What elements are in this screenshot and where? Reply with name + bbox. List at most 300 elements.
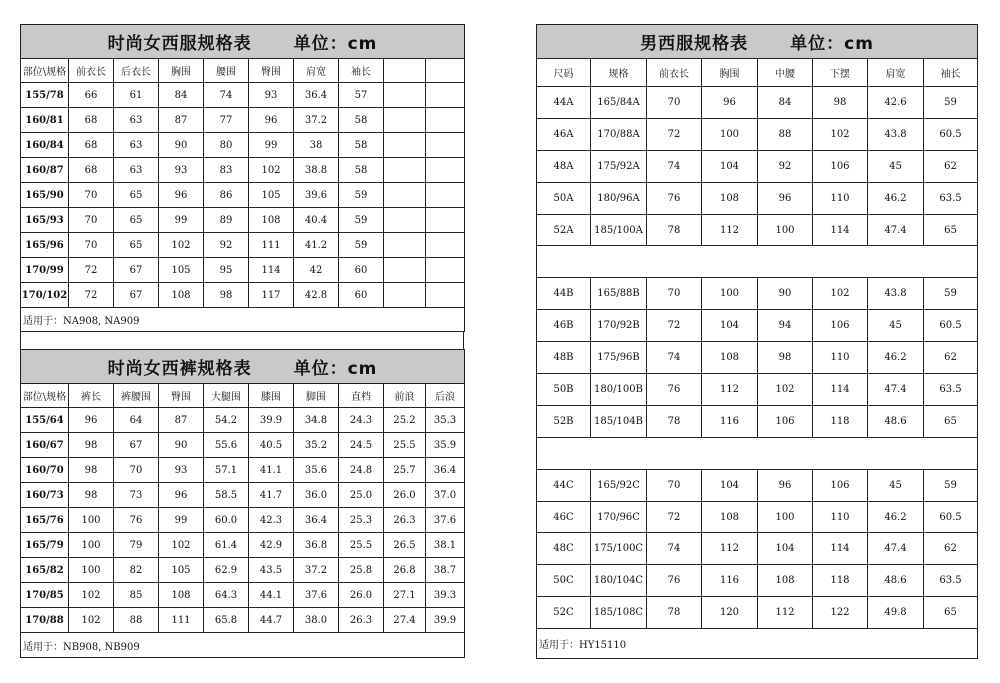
value-cell: 59 [339, 208, 384, 233]
value-cell [426, 258, 465, 283]
value-cell: 59 [339, 233, 384, 258]
value-cell: 36.4 [294, 508, 339, 533]
value-cell: 88 [758, 118, 813, 150]
value-cell: 66 [69, 83, 114, 108]
size-cell: 52A [537, 214, 591, 246]
value-cell: 90 [159, 133, 204, 158]
value-cell: 42 [294, 258, 339, 283]
value-cell: 77 [204, 108, 249, 133]
size-cell: 46A [537, 118, 591, 150]
value-cell: 70 [69, 183, 114, 208]
size-cell: 165/90 [21, 183, 69, 208]
value-cell: 48.6 [868, 565, 924, 597]
column-header: 后浪 [426, 384, 465, 408]
value-cell: 60.5 [924, 501, 978, 533]
value-cell: 83 [204, 158, 249, 183]
value-cell [426, 158, 465, 183]
table-row [537, 310, 978, 342]
value-cell: 40.5 [249, 433, 294, 458]
value-cell: 42.6 [868, 87, 924, 119]
value-cell: 180/100B [591, 374, 647, 406]
table-row [21, 108, 465, 133]
value-cell: 111 [159, 608, 204, 633]
value-cell: 185/104B [591, 405, 647, 437]
value-cell: 104 [758, 533, 813, 565]
value-cell: 67 [114, 283, 159, 308]
value-cell: 100 [758, 214, 813, 246]
value-cell: 102 [249, 158, 294, 183]
size-cell: 160/73 [21, 483, 69, 508]
value-cell: 42.8 [294, 283, 339, 308]
value-cell: 54.2 [204, 408, 249, 433]
value-cell: 110 [813, 501, 868, 533]
value-cell: 25.2 [384, 408, 426, 433]
value-cell [384, 283, 426, 308]
spacer-row [537, 246, 978, 278]
value-cell: 102 [813, 278, 868, 310]
value-cell: 27.4 [384, 608, 426, 633]
size-cell: 160/81 [21, 108, 69, 133]
value-cell: 58 [339, 108, 384, 133]
value-cell: 43.8 [868, 278, 924, 310]
value-cell: 26.0 [384, 483, 426, 508]
value-cell: 35.6 [294, 458, 339, 483]
value-cell: 70 [647, 278, 702, 310]
value-cell: 78 [647, 597, 702, 629]
value-cell: 35.3 [426, 408, 465, 433]
value-cell: 100 [702, 278, 758, 310]
value-cell: 45 [868, 310, 924, 342]
size-cell: 160/70 [21, 458, 69, 483]
value-cell: 89 [204, 208, 249, 233]
value-cell: 72 [647, 310, 702, 342]
value-cell: 26.0 [339, 583, 384, 608]
value-cell: 92 [204, 233, 249, 258]
value-cell: 108 [249, 208, 294, 233]
column-header: 臀围 [159, 384, 204, 408]
value-cell: 108 [702, 501, 758, 533]
value-cell: 102 [69, 583, 114, 608]
value-cell: 70 [69, 233, 114, 258]
value-cell: 84 [159, 83, 204, 108]
value-cell: 24.5 [339, 433, 384, 458]
column-header: 规格 [591, 59, 647, 87]
value-cell: 88 [114, 608, 159, 633]
value-cell: 65 [114, 233, 159, 258]
value-cell: 25.3 [339, 508, 384, 533]
value-cell: 104 [702, 469, 758, 501]
value-cell: 76 [114, 508, 159, 533]
applicable-models-note: 适用于：NA908, NA909 [21, 308, 465, 332]
value-cell: 26.3 [339, 608, 384, 633]
value-cell: 70 [114, 458, 159, 483]
value-cell: 93 [159, 158, 204, 183]
value-cell [426, 233, 465, 258]
value-cell: 60 [339, 283, 384, 308]
value-cell: 41.2 [294, 233, 339, 258]
size-cell: 44A [537, 87, 591, 119]
value-cell: 63 [114, 133, 159, 158]
value-cell: 25.5 [339, 533, 384, 558]
value-cell: 106 [813, 150, 868, 182]
table-row [537, 501, 978, 533]
value-cell [426, 183, 465, 208]
column-header: 大腿围 [204, 384, 249, 408]
value-cell: 100 [69, 558, 114, 583]
value-cell: 110 [813, 342, 868, 374]
value-cell: 78 [647, 214, 702, 246]
table-row [21, 583, 465, 608]
value-cell: 38.8 [294, 158, 339, 183]
value-cell: 170/96C [591, 501, 647, 533]
value-cell: 61.4 [204, 533, 249, 558]
value-cell: 87 [159, 108, 204, 133]
value-cell: 47.4 [868, 533, 924, 565]
header-row [21, 59, 465, 83]
value-cell: 46.2 [868, 182, 924, 214]
table-row [537, 597, 978, 629]
value-cell: 47.4 [868, 374, 924, 406]
table-row [537, 150, 978, 182]
value-cell: 38.7 [426, 558, 465, 583]
value-cell: 96 [69, 408, 114, 433]
column-header: 后衣长 [114, 59, 159, 83]
table-title-cell [537, 25, 978, 59]
value-cell: 105 [159, 258, 204, 283]
value-cell: 94 [758, 310, 813, 342]
women-jacket-size-table [20, 24, 465, 332]
value-cell: 114 [249, 258, 294, 283]
table-row [537, 278, 978, 310]
value-cell: 175/96B [591, 342, 647, 374]
size-cell: 160/67 [21, 433, 69, 458]
value-cell: 58 [339, 133, 384, 158]
value-cell: 37.2 [294, 108, 339, 133]
column-header: 部位\规格 [21, 59, 69, 83]
value-cell: 41.1 [249, 458, 294, 483]
title-row [21, 25, 465, 59]
column-header [384, 59, 426, 83]
value-cell: 62 [924, 150, 978, 182]
column-header: 前衣长 [69, 59, 114, 83]
value-cell: 25.7 [384, 458, 426, 483]
value-cell: 57 [339, 83, 384, 108]
value-cell: 38 [294, 133, 339, 158]
table-row [21, 433, 465, 458]
value-cell: 47.4 [868, 214, 924, 246]
value-cell: 76 [647, 565, 702, 597]
size-cell: 165/96 [21, 233, 69, 258]
table-title: 时尚女西裤规格表 [107, 359, 252, 379]
value-cell: 65 [114, 208, 159, 233]
value-cell: 117 [249, 283, 294, 308]
table-row [21, 508, 465, 533]
value-cell: 165/84A [591, 87, 647, 119]
size-cell: 160/84 [21, 133, 69, 158]
value-cell: 114 [813, 374, 868, 406]
column-header: 腰围 [204, 59, 249, 83]
value-cell: 108 [159, 583, 204, 608]
value-cell: 72 [647, 118, 702, 150]
value-cell: 39.9 [249, 408, 294, 433]
value-cell: 80 [204, 133, 249, 158]
value-cell: 70 [647, 87, 702, 119]
value-cell: 39.6 [294, 183, 339, 208]
value-cell: 25.5 [384, 433, 426, 458]
value-cell: 65 [114, 183, 159, 208]
value-cell: 26.8 [384, 558, 426, 583]
value-cell: 180/96A [591, 182, 647, 214]
size-cell: 48C [537, 533, 591, 565]
value-cell [384, 183, 426, 208]
value-cell: 118 [813, 565, 868, 597]
column-header: 肩宽 [868, 59, 924, 87]
value-cell: 99 [159, 208, 204, 233]
value-cell: 65 [924, 597, 978, 629]
value-cell [384, 208, 426, 233]
size-cell: 165/82 [21, 558, 69, 583]
value-cell: 65.8 [204, 608, 249, 633]
column-header: 膝围 [249, 384, 294, 408]
value-cell: 62.9 [204, 558, 249, 583]
table-row [537, 342, 978, 374]
size-cell: 155/78 [21, 83, 69, 108]
table-row [21, 458, 465, 483]
value-cell: 114 [813, 214, 868, 246]
value-cell: 93 [159, 458, 204, 483]
title-row [21, 350, 465, 384]
value-cell [426, 208, 465, 233]
table-row [537, 565, 978, 597]
value-cell: 25.0 [339, 483, 384, 508]
value-cell: 55.6 [204, 433, 249, 458]
table-title: 男西服规格表 [640, 34, 749, 54]
value-cell: 37.2 [294, 558, 339, 583]
value-cell: 106 [813, 469, 868, 501]
women-pants-size-table [20, 349, 465, 658]
value-cell: 60.5 [924, 118, 978, 150]
table-row [21, 183, 465, 208]
value-cell: 76 [647, 374, 702, 406]
value-cell: 72 [69, 258, 114, 283]
size-cell: 46B [537, 310, 591, 342]
value-cell: 85 [114, 583, 159, 608]
value-cell: 36.4 [294, 83, 339, 108]
value-cell: 86 [204, 183, 249, 208]
value-cell: 170/88A [591, 118, 647, 150]
value-cell: 70 [69, 208, 114, 233]
table-gap [20, 331, 464, 349]
table-unit: 单位：cm [293, 359, 378, 379]
size-cell: 44C [537, 469, 591, 501]
value-cell: 67 [114, 258, 159, 283]
value-cell: 105 [249, 183, 294, 208]
size-cell: 170/88 [21, 608, 69, 633]
value-cell: 40.4 [294, 208, 339, 233]
value-cell: 57.1 [204, 458, 249, 483]
value-cell: 72 [647, 501, 702, 533]
value-cell: 100 [758, 501, 813, 533]
value-cell: 102 [69, 608, 114, 633]
value-cell: 74 [647, 533, 702, 565]
spacer-cell [537, 437, 978, 469]
value-cell: 175/100C [591, 533, 647, 565]
value-cell: 110 [813, 182, 868, 214]
size-cell: 165/93 [21, 208, 69, 233]
title-row [537, 25, 978, 59]
value-cell: 100 [69, 508, 114, 533]
value-cell: 116 [702, 565, 758, 597]
value-cell: 38.0 [294, 608, 339, 633]
value-cell: 65 [924, 405, 978, 437]
value-cell: 175/92A [591, 150, 647, 182]
value-cell: 102 [159, 233, 204, 258]
spacer-cell [537, 246, 978, 278]
value-cell: 59 [924, 469, 978, 501]
value-cell: 59 [339, 183, 384, 208]
value-cell: 68 [69, 133, 114, 158]
table-row [537, 469, 978, 501]
header-row [21, 384, 465, 408]
size-cell: 46C [537, 501, 591, 533]
value-cell [426, 133, 465, 158]
table-title: 时尚女西服规格表 [107, 34, 252, 54]
value-cell [384, 133, 426, 158]
value-cell: 102 [813, 118, 868, 150]
column-header: 下摆 [813, 59, 868, 87]
value-cell: 118 [813, 405, 868, 437]
table-row [21, 158, 465, 183]
size-cell: 50B [537, 374, 591, 406]
value-cell: 87 [159, 408, 204, 433]
value-cell: 48.6 [868, 405, 924, 437]
column-header: 裤长 [69, 384, 114, 408]
value-cell: 44.7 [249, 608, 294, 633]
value-cell: 62 [924, 342, 978, 374]
table-row [21, 608, 465, 633]
header-row [537, 59, 978, 87]
value-cell: 96 [249, 108, 294, 133]
value-cell: 26.3 [384, 508, 426, 533]
note-row [21, 308, 465, 332]
value-cell: 96 [758, 182, 813, 214]
table-row [21, 408, 465, 433]
value-cell: 185/108C [591, 597, 647, 629]
note-row [21, 633, 465, 658]
value-cell: 74 [204, 83, 249, 108]
value-cell: 90 [159, 433, 204, 458]
value-cell: 104 [702, 310, 758, 342]
value-cell: 42.9 [249, 533, 294, 558]
value-cell: 73 [114, 483, 159, 508]
value-cell: 74 [647, 342, 702, 374]
size-cell: 44B [537, 278, 591, 310]
value-cell: 24.3 [339, 408, 384, 433]
value-cell: 45 [868, 469, 924, 501]
value-cell: 25.8 [339, 558, 384, 583]
table-row [21, 258, 465, 283]
value-cell: 63 [114, 108, 159, 133]
value-cell: 37.6 [426, 508, 465, 533]
value-cell: 68 [69, 158, 114, 183]
value-cell: 96 [702, 87, 758, 119]
column-header: 中腰 [758, 59, 813, 87]
value-cell: 49.8 [868, 597, 924, 629]
value-cell: 170/92B [591, 310, 647, 342]
table-unit: 单位：cm [293, 34, 378, 54]
value-cell: 105 [159, 558, 204, 583]
applicable-models-note: 适用于：HY15110 [537, 629, 978, 659]
value-cell: 106 [813, 310, 868, 342]
applicable-models-note: 适用于：NB908, NB909 [21, 633, 465, 658]
table-row [537, 87, 978, 119]
table-title-cell [21, 350, 465, 384]
value-cell: 37.6 [294, 583, 339, 608]
table-row [537, 214, 978, 246]
value-cell: 98 [204, 283, 249, 308]
value-cell: 45 [868, 150, 924, 182]
value-cell: 60.0 [204, 508, 249, 533]
table-row [21, 533, 465, 558]
value-cell: 63.5 [924, 565, 978, 597]
value-cell: 111 [249, 233, 294, 258]
value-cell: 67 [114, 433, 159, 458]
value-cell: 58 [339, 158, 384, 183]
value-cell: 96 [159, 483, 204, 508]
value-cell: 165/92C [591, 469, 647, 501]
value-cell: 106 [758, 405, 813, 437]
value-cell [426, 283, 465, 308]
value-cell: 90 [758, 278, 813, 310]
value-cell: 68 [69, 108, 114, 133]
value-cell: 34.8 [294, 408, 339, 433]
value-cell: 63 [114, 158, 159, 183]
value-cell: 98 [69, 433, 114, 458]
men-suit-size-table [536, 24, 978, 659]
value-cell [384, 258, 426, 283]
value-cell: 165/88B [591, 278, 647, 310]
table-row [537, 533, 978, 565]
value-cell: 108 [758, 565, 813, 597]
size-cell: 160/87 [21, 158, 69, 183]
spacer-row [537, 437, 978, 469]
value-cell: 35.2 [294, 433, 339, 458]
value-cell: 59 [924, 87, 978, 119]
column-header: 部位\规格 [21, 384, 69, 408]
value-cell: 62 [924, 533, 978, 565]
column-header: 袖长 [339, 59, 384, 83]
value-cell: 43.8 [868, 118, 924, 150]
value-cell: 95 [204, 258, 249, 283]
value-cell: 98 [813, 87, 868, 119]
value-cell: 59 [924, 278, 978, 310]
value-cell: 108 [702, 182, 758, 214]
size-cell: 170/99 [21, 258, 69, 283]
value-cell: 108 [159, 283, 204, 308]
column-header: 袖长 [924, 59, 978, 87]
table-row [537, 118, 978, 150]
size-cell: 170/102 [21, 283, 69, 308]
value-cell: 37.0 [426, 483, 465, 508]
table-row [537, 374, 978, 406]
value-cell: 100 [702, 118, 758, 150]
value-cell: 35.9 [426, 433, 465, 458]
value-cell: 36.0 [294, 483, 339, 508]
value-cell: 92 [758, 150, 813, 182]
value-cell: 46.2 [868, 342, 924, 374]
value-cell: 38.1 [426, 533, 465, 558]
value-cell: 65 [924, 214, 978, 246]
